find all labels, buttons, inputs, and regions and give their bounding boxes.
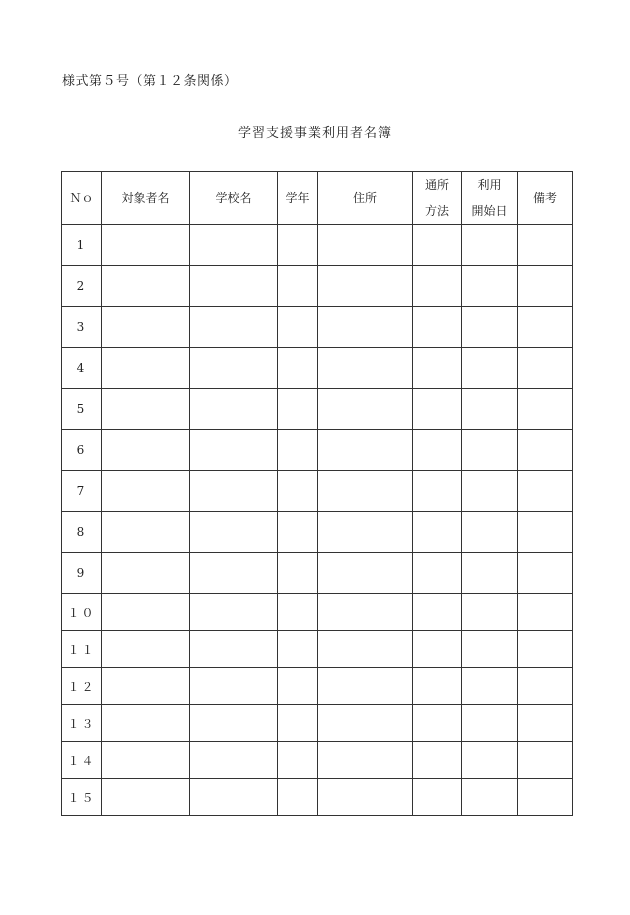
row-number-cell: 3 bbox=[62, 307, 102, 348]
cell-school[interactable] bbox=[190, 705, 278, 742]
row-number-cell: 9 bbox=[62, 553, 102, 594]
cell-start_date[interactable] bbox=[462, 266, 518, 307]
cell-remarks[interactable] bbox=[518, 389, 573, 430]
table-row bbox=[62, 389, 573, 430]
cell-school[interactable] bbox=[190, 512, 278, 553]
column-header-label: Ｎｏ bbox=[69, 191, 94, 205]
column-header-name bbox=[102, 172, 190, 225]
table-row bbox=[62, 225, 573, 266]
table-row bbox=[62, 512, 573, 553]
cell-address[interactable] bbox=[318, 512, 413, 553]
cell-commute[interactable] bbox=[413, 389, 462, 430]
cell-name[interactable] bbox=[102, 307, 190, 348]
table-row bbox=[62, 631, 573, 668]
cell-grade[interactable] bbox=[278, 779, 318, 816]
cell-commute[interactable] bbox=[413, 553, 462, 594]
cell-commute[interactable] bbox=[413, 512, 462, 553]
cell-start_date[interactable] bbox=[462, 779, 518, 816]
cell-grade[interactable] bbox=[278, 594, 318, 631]
cell-address[interactable] bbox=[318, 225, 413, 266]
cell-name[interactable] bbox=[102, 779, 190, 816]
cell-name[interactable] bbox=[102, 742, 190, 779]
cell-address[interactable] bbox=[318, 266, 413, 307]
cell-address[interactable] bbox=[318, 594, 413, 631]
column-header-commute bbox=[413, 172, 462, 225]
cell-school[interactable] bbox=[190, 631, 278, 668]
cell-school[interactable] bbox=[190, 307, 278, 348]
cell-remarks[interactable] bbox=[518, 668, 573, 705]
cell-grade[interactable] bbox=[278, 742, 318, 779]
row-number-cell: 6 bbox=[62, 430, 102, 471]
cell-start_date[interactable] bbox=[462, 389, 518, 430]
column-header-grade bbox=[278, 172, 318, 225]
cell-start_date[interactable] bbox=[462, 225, 518, 266]
cell-remarks[interactable] bbox=[518, 631, 573, 668]
table-row bbox=[62, 594, 573, 631]
cell-address[interactable] bbox=[318, 389, 413, 430]
row-number-cell: １２ bbox=[62, 668, 102, 705]
cell-address[interactable] bbox=[318, 631, 413, 668]
user-register-table bbox=[61, 171, 573, 816]
cell-grade[interactable] bbox=[278, 512, 318, 553]
cell-school[interactable] bbox=[190, 779, 278, 816]
column-header-label: 通所 bbox=[424, 178, 449, 192]
cell-remarks[interactable] bbox=[518, 430, 573, 471]
table-row bbox=[62, 307, 573, 348]
cell-start_date[interactable] bbox=[462, 348, 518, 389]
cell-grade[interactable] bbox=[278, 430, 318, 471]
row-number-cell: １０ bbox=[62, 594, 102, 631]
cell-commute[interactable] bbox=[413, 742, 462, 779]
cell-start_date[interactable] bbox=[462, 705, 518, 742]
cell-school[interactable] bbox=[190, 430, 278, 471]
cell-school[interactable] bbox=[190, 225, 278, 266]
row-number-cell: 7 bbox=[62, 471, 102, 512]
cell-address[interactable] bbox=[318, 348, 413, 389]
header-row bbox=[62, 172, 573, 225]
cell-commute[interactable] bbox=[413, 705, 462, 742]
cell-remarks[interactable] bbox=[518, 553, 573, 594]
row-number-cell: 1 bbox=[62, 225, 102, 266]
row-number-cell: １１ bbox=[62, 631, 102, 668]
cell-name[interactable] bbox=[102, 348, 190, 389]
table-row bbox=[62, 430, 573, 471]
table-row bbox=[62, 742, 573, 779]
table-row bbox=[62, 471, 573, 512]
table-body bbox=[62, 225, 573, 816]
table-row bbox=[62, 553, 573, 594]
column-header-label: 学年 bbox=[285, 191, 310, 205]
cell-remarks[interactable] bbox=[518, 512, 573, 553]
document-title: 学習支援事業利用者名簿 bbox=[237, 126, 392, 141]
cell-school[interactable] bbox=[190, 471, 278, 512]
cell-address[interactable] bbox=[318, 668, 413, 705]
cell-school[interactable] bbox=[190, 266, 278, 307]
cell-school[interactable] bbox=[190, 389, 278, 430]
table-row bbox=[62, 266, 573, 307]
cell-commute[interactable] bbox=[413, 631, 462, 668]
table-row bbox=[62, 348, 573, 389]
cell-school[interactable] bbox=[190, 553, 278, 594]
cell-grade[interactable] bbox=[278, 668, 318, 705]
column-header-label: 利用 bbox=[477, 178, 502, 192]
cell-name[interactable] bbox=[102, 705, 190, 742]
column-header-start_date bbox=[462, 172, 518, 225]
cell-name[interactable] bbox=[102, 512, 190, 553]
cell-grade[interactable] bbox=[278, 631, 318, 668]
cell-grade[interactable] bbox=[278, 471, 318, 512]
column-header-no bbox=[62, 172, 102, 225]
column-header-school bbox=[190, 172, 278, 225]
cell-name[interactable] bbox=[102, 631, 190, 668]
cell-remarks[interactable] bbox=[518, 307, 573, 348]
cell-address[interactable] bbox=[318, 307, 413, 348]
cell-address[interactable] bbox=[318, 430, 413, 471]
cell-commute[interactable] bbox=[413, 779, 462, 816]
table-row bbox=[62, 779, 573, 816]
table-row bbox=[62, 668, 573, 705]
cell-commute[interactable] bbox=[413, 348, 462, 389]
cell-name[interactable] bbox=[102, 553, 190, 594]
cell-start_date[interactable] bbox=[462, 631, 518, 668]
cell-address[interactable] bbox=[318, 705, 413, 742]
cell-remarks[interactable] bbox=[518, 742, 573, 779]
column-header-label: 開始日 bbox=[471, 204, 508, 218]
cell-name[interactable] bbox=[102, 389, 190, 430]
cell-name[interactable] bbox=[102, 430, 190, 471]
cell-school[interactable] bbox=[190, 668, 278, 705]
column-header-label: 住所 bbox=[352, 191, 377, 205]
row-number-cell: 4 bbox=[62, 348, 102, 389]
cell-name[interactable] bbox=[102, 471, 190, 512]
row-number-cell: 8 bbox=[62, 512, 102, 553]
cell-grade[interactable] bbox=[278, 705, 318, 742]
cell-commute[interactable] bbox=[413, 266, 462, 307]
cell-commute[interactable] bbox=[413, 307, 462, 348]
cell-grade[interactable] bbox=[278, 225, 318, 266]
cell-start_date[interactable] bbox=[462, 594, 518, 631]
row-number-cell: １４ bbox=[62, 742, 102, 779]
column-header-address bbox=[318, 172, 413, 225]
cell-remarks[interactable] bbox=[518, 348, 573, 389]
cell-remarks[interactable] bbox=[518, 471, 573, 512]
cell-remarks[interactable] bbox=[518, 705, 573, 742]
cell-start_date[interactable] bbox=[462, 471, 518, 512]
row-number-cell: 5 bbox=[62, 389, 102, 430]
cell-grade[interactable] bbox=[278, 553, 318, 594]
cell-school[interactable] bbox=[190, 594, 278, 631]
cell-remarks[interactable] bbox=[518, 266, 573, 307]
cell-commute[interactable] bbox=[413, 471, 462, 512]
cell-address[interactable] bbox=[318, 779, 413, 816]
column-header-label: 学校名 bbox=[215, 191, 252, 205]
column-header-label: 備考 bbox=[532, 191, 557, 205]
cell-start_date[interactable] bbox=[462, 307, 518, 348]
row-number-cell: 2 bbox=[62, 266, 102, 307]
cell-commute[interactable] bbox=[413, 430, 462, 471]
cell-start_date[interactable] bbox=[462, 553, 518, 594]
cell-grade[interactable] bbox=[278, 307, 318, 348]
column-header-label: 方法 bbox=[424, 204, 449, 218]
cell-grade[interactable] bbox=[278, 389, 318, 430]
column-header-remarks bbox=[518, 172, 573, 225]
cell-address[interactable] bbox=[318, 742, 413, 779]
cell-start_date[interactable] bbox=[462, 668, 518, 705]
row-number-cell: １５ bbox=[62, 779, 102, 816]
cell-school[interactable] bbox=[190, 348, 278, 389]
form-number: 様式第５号（第１２条関係） bbox=[62, 74, 238, 89]
cell-remarks[interactable] bbox=[518, 594, 573, 631]
cell-name[interactable] bbox=[102, 668, 190, 705]
cell-name[interactable] bbox=[102, 594, 190, 631]
cell-name[interactable] bbox=[102, 225, 190, 266]
cell-address[interactable] bbox=[318, 553, 413, 594]
cell-commute[interactable] bbox=[413, 668, 462, 705]
cell-start_date[interactable] bbox=[462, 512, 518, 553]
cell-address[interactable] bbox=[318, 471, 413, 512]
cell-start_date[interactable] bbox=[462, 430, 518, 471]
cell-start_date[interactable] bbox=[462, 742, 518, 779]
column-header-label: 対象者名 bbox=[121, 191, 170, 205]
cell-remarks[interactable] bbox=[518, 779, 573, 816]
cell-commute[interactable] bbox=[413, 225, 462, 266]
row-number-cell: １３ bbox=[62, 705, 102, 742]
table-row bbox=[62, 705, 573, 742]
cell-school[interactable] bbox=[190, 742, 278, 779]
cell-grade[interactable] bbox=[278, 266, 318, 307]
cell-grade[interactable] bbox=[278, 348, 318, 389]
cell-name[interactable] bbox=[102, 266, 190, 307]
cell-commute[interactable] bbox=[413, 594, 462, 631]
cell-remarks[interactable] bbox=[518, 225, 573, 266]
